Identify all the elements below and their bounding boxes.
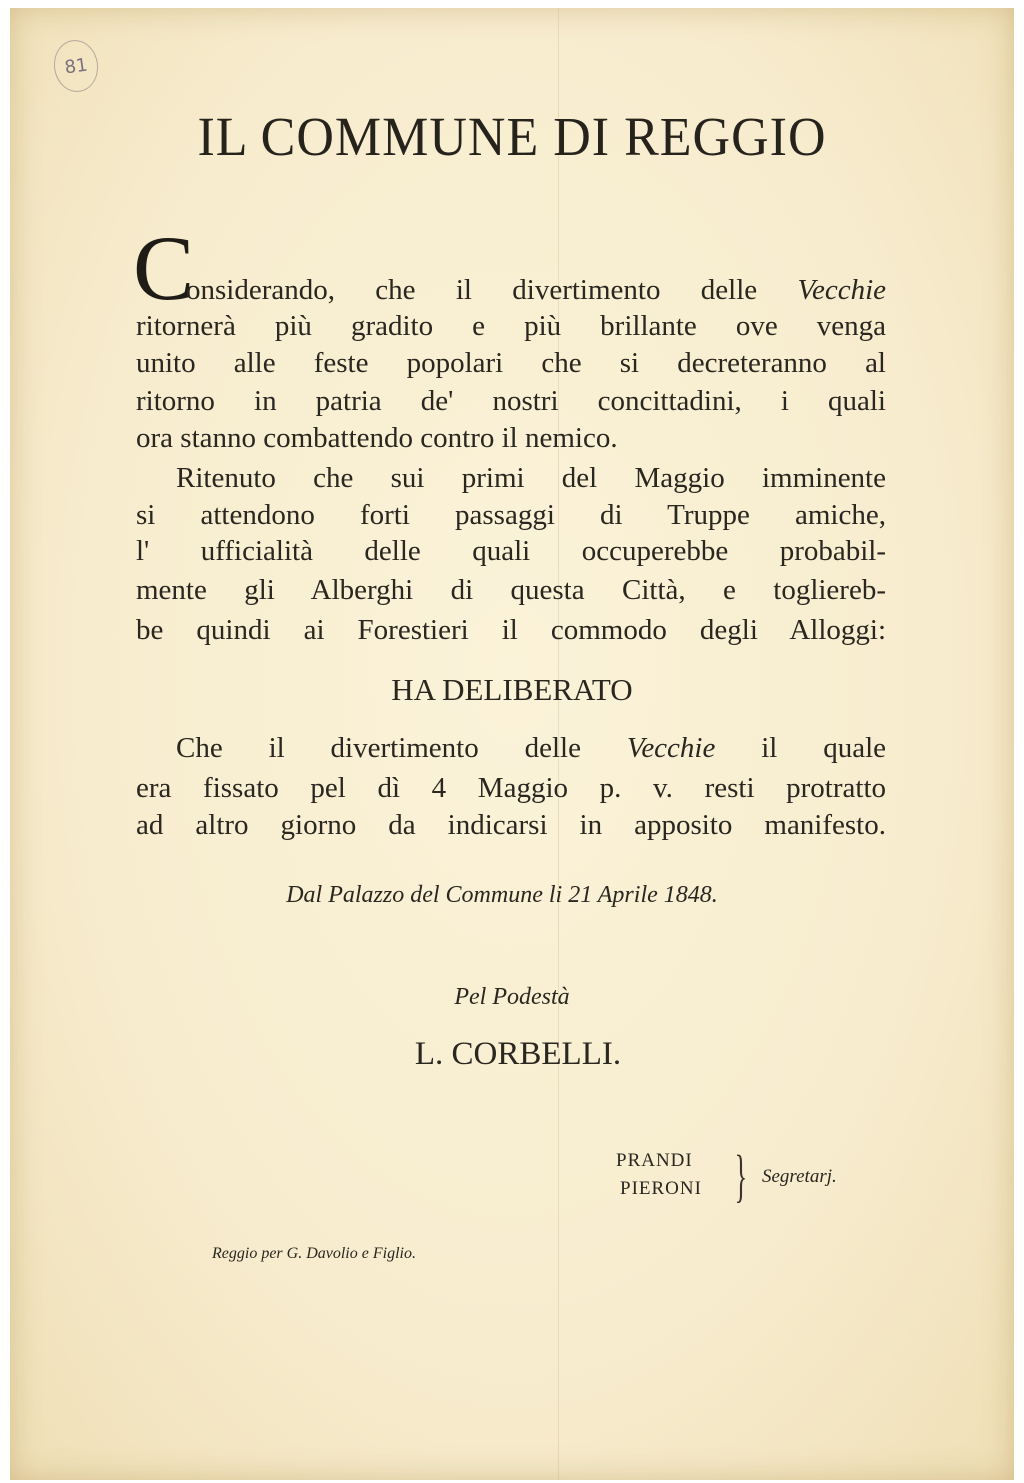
paragraph-2-line: mente gli Alberghi di questa Città, e toglierеb- — [136, 574, 886, 606]
paragraph-3-line — [176, 730, 886, 766]
secretary-name: PIERONI — [620, 1178, 702, 1199]
text: onsiderando, che il divertimento delle — [186, 274, 798, 306]
paragraph-3-line: era fissato pel dì 4 Maggio p. v. resti protratto — [136, 772, 886, 804]
paragraph-2-line: be quindi ai Forestieri il commodo degli Alloggi: — [136, 614, 886, 646]
italic-text: Vecchie — [797, 274, 886, 306]
brace-mark: } — [734, 1143, 748, 1208]
date-line: Dal Palazzo del Commune li 21 Aprile 1848. — [286, 882, 718, 908]
secretaries-label: Segretarj. — [762, 1166, 837, 1187]
italic-text: Vecchie — [626, 732, 716, 764]
paragraph-3-line: ad altro giorno da indicarsi in apposito manifesto. — [136, 809, 886, 841]
signatory-name: L. CORBELLI. — [414, 1036, 622, 1072]
paragraph-1-line: ritornerà più gradito e più brillante ove venga — [136, 310, 886, 342]
text: il quale — [715, 732, 886, 764]
document-title: IL COMMUNE DI REGGIO — [197, 107, 827, 168]
paragraph-2-line: Ritenuto che sui primi del Maggio imminente — [176, 462, 886, 494]
paragraph-2-line: si attendono forti passaggi di Truppe amiche, — [136, 499, 886, 531]
drop-cap: C — [133, 217, 195, 319]
paragraph-1-line: ora stanno combattendo contro il nemico. — [136, 422, 618, 454]
paragraph-1-line — [186, 272, 886, 308]
paragraph-1-line: ritorno in patria de' nostri concittadini, i quali — [136, 385, 886, 417]
secretary-name: PRANDI — [616, 1150, 693, 1171]
text: Che il divertimento delle — [176, 732, 627, 764]
signature-for-label: Pel Podestà — [454, 984, 570, 1010]
printer-imprint: Reggio per G. Davolio e Figlio. — [212, 1245, 416, 1262]
archive-mark: 81 — [51, 37, 102, 95]
paragraph-2-line: l' ufficialità delle quali occuperebbe probabil- — [136, 535, 886, 567]
section-heading: HA DELIBERATO — [391, 672, 633, 707]
paragraph-1-line: unito alle feste popolari che si decreteranno al — [136, 347, 886, 379]
